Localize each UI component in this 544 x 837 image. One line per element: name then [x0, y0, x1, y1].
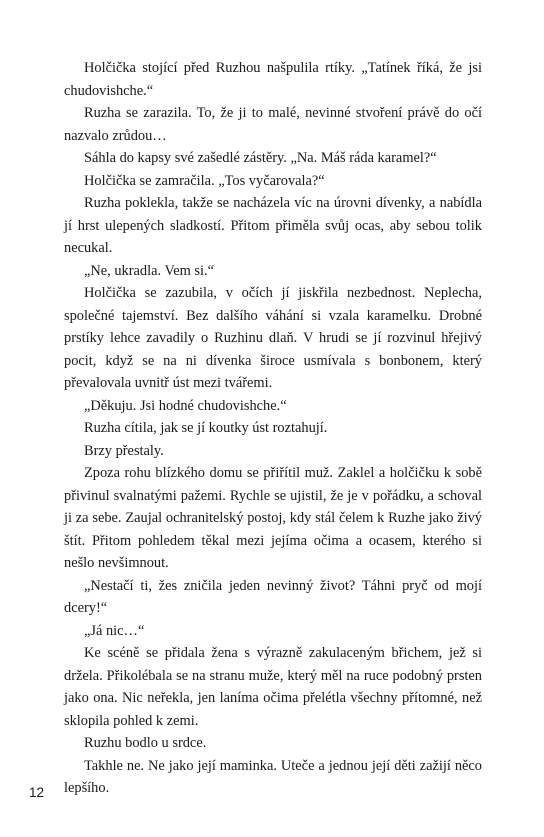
- paragraph: „Ne, ukradla. Vem si.“: [84, 262, 215, 279]
- page-number: 12: [29, 785, 45, 800]
- paragraph: „Nestačí ti, žes zničila jeden nevinný život? Táhni pryč od mojí dcery!“: [64, 577, 482, 616]
- paragraph: Ruzhu bodlo u srdce.: [84, 735, 207, 751]
- paragraph: Brzy přestaly.: [84, 442, 164, 459]
- paragraph: Ke scéně se přidala žena s výrazně zakulaceným břichem, jež si držela. Přikolébala se na stranu muže, který měl na ruce podobný prsten jako ona. Nic neřekla, jen laníma očima přelétla všechny přítomné, než sklopila pohled k zemi.: [64, 645, 482, 729]
- paragraph: Holčička se zazubila, v očích jí jiskřila nezbednost. Neplecha, společné tajemství. Bez dalšího váhání si vzala karamelku. Drobné prstíky lehce zavadily o Ruzhinu dlaň. V hrudi se jí rozvinul hřejivý pocit, když se na ni dívenka široce usmívala s bonbonem, který převalovala uvnitř úst mezi tvářemi.: [64, 285, 482, 391]
- paragraph: Sáhla do kapsy své zašedlé zástěry. „Na. Máš ráda karamel?“: [84, 150, 437, 166]
- paragraph: Holčička se zamračila. „Tos vyčarovala?“: [84, 172, 325, 189]
- paragraph: Zpoza rohu blízkého domu se přiřítil muž. Zaklel a holčičku k sobě přivinul svalnatými pažemi. Rychle se ujistil, že je v pořádku, a schoval ji za sebe. Zaujal ochranitelský postoj, kdy stál čelem k Ruzhe jako živý štít. Přitom pohledem těkal mezi jejíma očima a ocasem, kterého si nešlo nevšimnout.: [64, 465, 482, 571]
- paragraph: Ruzha poklekla, takže se nacházela víc na úrovni dívenky, a nabídla jí hrst ulepených sladkostí. Přitom přiměla svůj ocas, aby sebou tolik necukal.: [64, 195, 482, 256]
- paragraph: Ruzha se zarazila. To, že ji to malé, nevinné stvoření právě do očí nazvalo zrůdou…: [64, 105, 482, 144]
- paragraph: Ruzha cítila, jak se jí koutky úst roztahují.: [84, 420, 328, 436]
- paragraph: „Děkuju. Jsi hodné chudovishche.“: [84, 397, 287, 414]
- paragraph: „Já nic…“: [84, 622, 145, 639]
- body-text: [64, 57, 482, 800]
- paragraph: Holčička stojící před Ruzhou našpulila rtíky. „Tatínek říká, že jsi chudovishche.“: [64, 60, 482, 99]
- paragraph: Takhle ne. Ne jako její maminka. Uteče a jednou její děti zažijí něco lepšího.: [64, 757, 482, 796]
